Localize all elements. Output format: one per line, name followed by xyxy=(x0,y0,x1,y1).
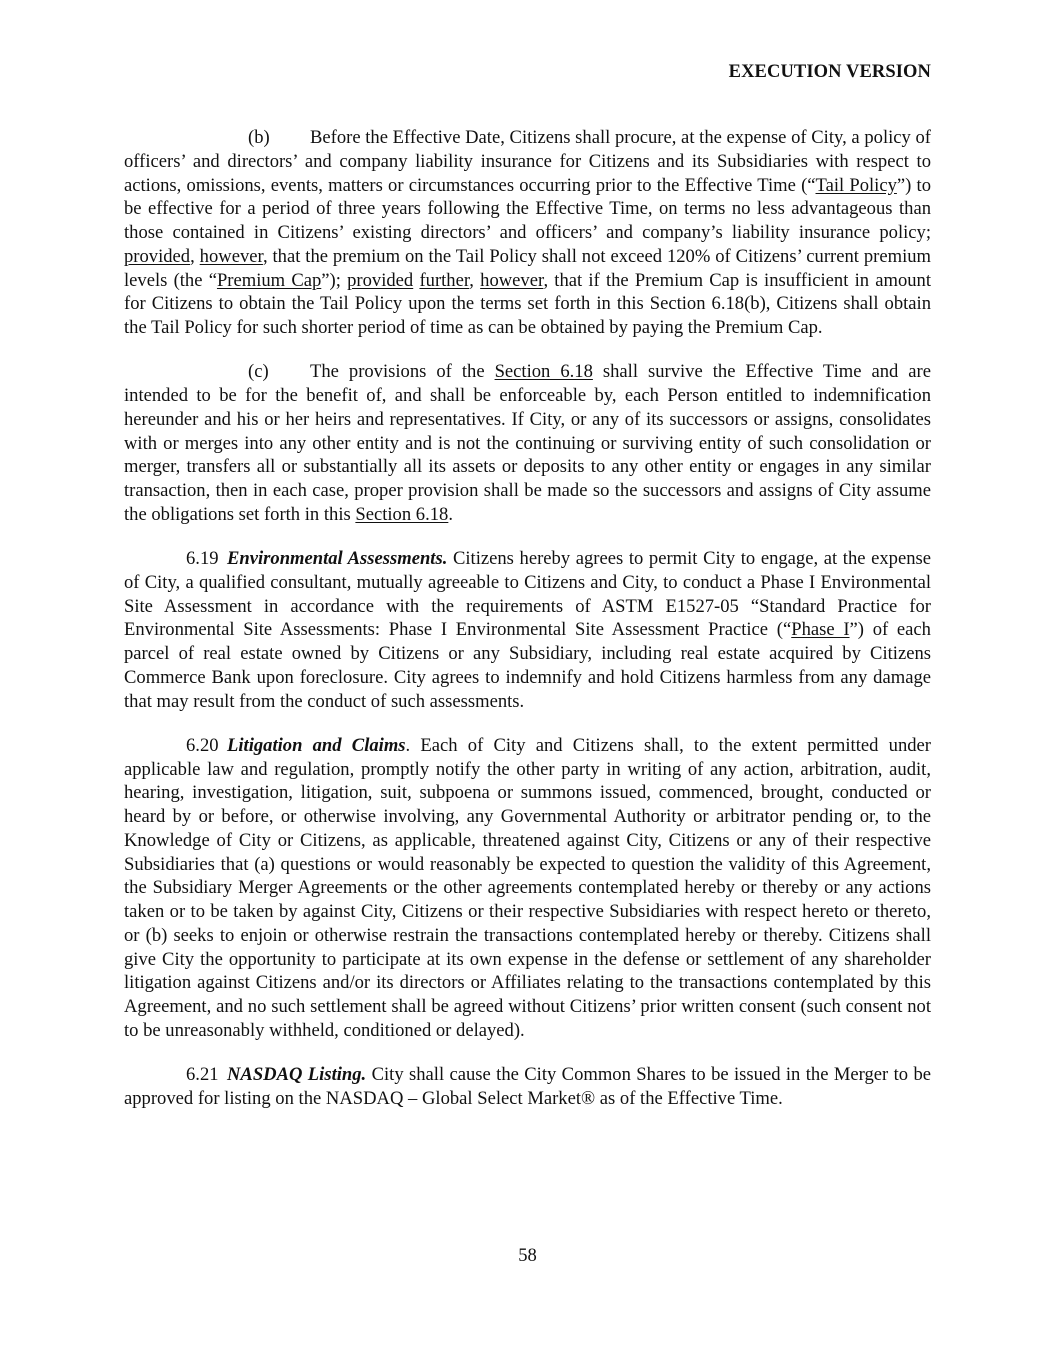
term-provided: provided xyxy=(124,245,191,267)
section-6-19: 6.19 Environmental Assessments. Citizens hereby agrees to permit City to engage, at the expense of City, a qualified consultant, mutually agreeable to Citizens and City, to conduct a Phase I Environmental Site Assessment in accordance with the requirements of ASTM E1527-05 “Standard Practice for Environmental Site Assessments: Phase I Environmental Site Assessment Practice (“Phase I”) of each parcel of real estate owned by Citizens or any Subsidiary, including real estate acquired by Citizens Commerce Bank upon foreclosure. City agrees to indemnify and hold Citizens harmless from any damage that may result from the conduct of such assessments. xyxy=(124,548,931,712)
section-reference: Section 6.18 xyxy=(494,361,593,383)
section-number: 6.21 xyxy=(186,1064,219,1085)
section-title: NASDAQ Listing. xyxy=(227,1064,367,1085)
section-number: 6.19 xyxy=(186,548,219,569)
defined-term-tail-policy: Tail Policy xyxy=(815,174,897,196)
document-body xyxy=(124,126,931,1131)
defined-term-premium-cap: Premium Cap xyxy=(216,269,322,291)
term-further: further xyxy=(419,269,470,291)
term-however: however xyxy=(480,269,544,291)
term-provided: provided xyxy=(347,269,414,291)
section-6-20: 6.20 Litigation and Claims. Each of City and Citizens shall, to the extent permitted under applicable law and regulation, promptly notify the other party in writing of any action, arbitration, audit, hearing, investigation, litigation, suit, subpoena or summons issued, commenced, brought, conducted or heard by or before, or otherwise involving, any Governmental Authority or arbitrator pending or, to the Knowledge of City or Citizens, as applicable, threatened against City, Citizens or any of their respective Subsidiaries that (a) questions or would reasonably be expected to question the validity of this Agreement, the Subsidiary Merger Agreements or the other agreements contemplated hereby or thereby or any actions taken or to be taken by against City, Citizens or their respective Subsidiaries with respect hereto or thereto, or (b) seeks to enjoin or otherwise restrain the transactions contemplated hereby or thereby. Citizens shall give City the opportunity to participate at its own expense in the defense or settlement of any shareholder litigation against Citizens and/or its directors or Affiliates relating to the transactions contemplated by this Agreement, and no such settlement shall be agreed without Citizens’ prior written consent (such consent not to be unreasonably withheld, conditioned or delayed). xyxy=(124,734,931,1041)
page-number: 58 xyxy=(518,1245,537,1266)
paragraph-number: (b) xyxy=(248,127,270,148)
paragraph-6-18-c: (c) The provisions of the Section 6.18 shall survive the Effective Time and are intended to be for the benefit of, and shall be enforceable by, each Person entitled to indemnification hereunder and his or her heirs and representatives. If City, or any of its successors or assigns, consolidates with or merges into any other entity and is not the continuing or surviving entity of such consolidation or merger, transfers all or substantially all its assets or deposits to any other entity or engages in any similar transaction, then in each case, proper provision shall be made so the successors and assigns of City assume the obligations set forth in this Section 6.18. xyxy=(124,361,932,525)
paragraph-6-18-b: (b) Before the Effective Date, Citizens shall procure, at the expense of City, a policy of officers’ and directors’ and company liability insurance for Citizens and its Subsidiaries with respect to actions, omissions, events, matters or circumstances occurring prior to the Effective Time (“Tail Policy”) to be effective for a period of three years following the Effective Time, on terms no less advantageous than those contained in Citizens’ existing directors’ and officers’ and company’s liability insurance policy; provided, however, that the premium on the Tail Policy shall not exceed 120% of Citizens’ current premium levels (the “Premium Cap”); provided further, however, that if the Premium Cap is insufficient in amount for Citizens to obtain the Tail Policy upon the terms set forth in this Section 6.18(b), Citizens shall obtain the Tail Policy for such shorter period of time as can be obtained by paying the Premium Cap. xyxy=(124,127,932,338)
section-6-21: 6.21 NASDAQ Listing. City shall cause the City Common Shares to be issued in the Merger to be approved for listing on the NASDAQ – Global Select Market® as of the Effective Time. xyxy=(124,1064,931,1109)
section-title: Litigation and Claims xyxy=(227,734,406,756)
section-number: 6.20 xyxy=(186,734,219,756)
term-however: however xyxy=(199,245,263,267)
defined-term-phase-i: Phase I xyxy=(791,619,850,641)
section-reference: Section 6.18 xyxy=(355,503,449,525)
execution-version-header: EXECUTION VERSION xyxy=(728,62,931,82)
section-title: Environmental Assessments. xyxy=(227,548,448,569)
paragraph-number: (c) xyxy=(248,361,269,383)
